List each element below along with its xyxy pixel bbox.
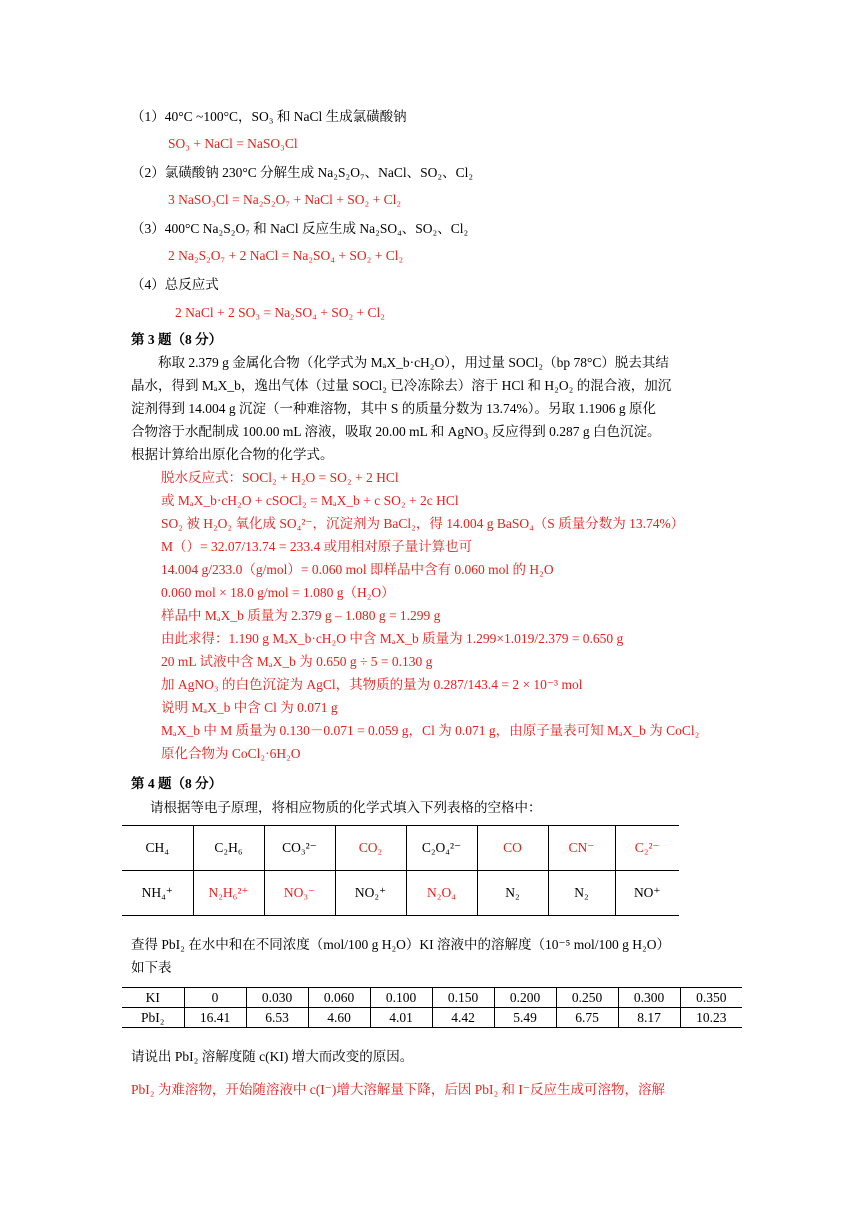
- text-line: 样品中 MₐX_b 质量为 2.379 g – 1.080 g = 1.299 g: [161, 608, 441, 623]
- section-heading: 第 4 题（8 分）: [131, 776, 223, 791]
- table-cell: C₂H₆: [193, 826, 264, 871]
- table-cell: 0.250: [556, 988, 618, 1008]
- text-line: 如下表: [131, 960, 172, 975]
- text-line: 请说出 PbI₂ 溶解度随 c(KI) 增大而改变的原因。: [131, 1049, 414, 1064]
- table-cell: 4.42: [432, 1008, 494, 1028]
- text-line: 0.060 mol × 18.0 g/mol = 1.080 g（H₂O）: [161, 585, 395, 600]
- text-line: 称取 2.379 g 金属化合物（化学式为 MₐX_b·cH₂O），用过量 SOCl₂（bp 78°C）脱去其结: [158, 355, 669, 370]
- table-cell: N₂H₆²⁺: [193, 871, 264, 916]
- text-line: 20 mL 试液中含 MₐX_b 为 0.650 g ÷ 5 = 0.130 g: [161, 654, 433, 669]
- table-cell: CO₃²⁻: [264, 826, 335, 871]
- table-cell: 0.060: [308, 988, 370, 1008]
- table-cell: 6.53: [246, 1008, 308, 1028]
- solubility-table: [122, 987, 742, 1028]
- table-cell: NO⁺: [615, 871, 679, 916]
- text-line: 原化合物为 CoCl₂·6H₂O: [161, 746, 301, 761]
- table-cell: N₂: [477, 871, 548, 916]
- table-cell: 0.350: [680, 988, 742, 1008]
- table-cell: 0.030: [246, 988, 308, 1008]
- text-line: 加 AgNO₃ 的白色沉淀为 AgCl，其物质的量为 0.287/143.4 = 2 × 10⁻³ mol: [161, 677, 583, 692]
- text-line: 脱水反应式：SOCl₂ + H₂O = SO₂ + 2 HCl: [161, 470, 399, 485]
- table-cell: N₂: [548, 871, 615, 916]
- text-line: 说明 MₐX_b 中含 Cl 为 0.071 g: [161, 700, 338, 715]
- text-line: 淀剂得到 14.004 g 沉淀（一种难溶物，其中 S 的质量分数为 13.74%）。另取 1.1906 g 原化: [131, 401, 657, 416]
- table-cell: N₂O₄: [406, 871, 477, 916]
- table-cell: 4.60: [308, 1008, 370, 1028]
- table-row: [122, 871, 679, 916]
- table-row: [122, 826, 679, 871]
- text-line: 请根据等电子原理，将相应物质的化学式填入下列表格的空格中：: [150, 800, 542, 815]
- table-cell: 16.41: [184, 1008, 246, 1028]
- text-line: 14.004 g/233.0（g/mol）= 0.060 mol 即样品中含有 0.060 mol 的 H₂O: [161, 562, 554, 577]
- text-line: 或 MₐX_b·cH₂O + cSOCl₂ = MₐX_b + c SO₂ + 2c HCl: [161, 493, 459, 508]
- table-cell: 0.200: [494, 988, 556, 1008]
- table-cell: C₂²⁻: [615, 826, 679, 871]
- table-cell: 10.23: [680, 1008, 742, 1028]
- text-line: SO₃ + NaCl = NaSO₃Cl: [168, 136, 298, 151]
- table-cell: NH₄⁺: [122, 871, 193, 916]
- text-line: 查得 PbI₂ 在水中和在不同浓度（mol/100 g H₂O）KI 溶液中的溶解度（10⁻⁵ mol/100 g H₂O）: [131, 937, 670, 952]
- table-cell: 8.17: [618, 1008, 680, 1028]
- table-cell: 0.150: [432, 988, 494, 1008]
- text-line: 根据计算给出原化合物的化学式。: [131, 447, 334, 462]
- table-cell: 0.100: [370, 988, 432, 1008]
- table-cell: CN⁻: [548, 826, 615, 871]
- text-line: （2）氯磺酸钠 230°C 分解生成 Na₂S₂O₇、NaCl、SO₂、Cl₂: [131, 165, 474, 180]
- table-cell: 4.01: [370, 1008, 432, 1028]
- table-cell: 5.49: [494, 1008, 556, 1028]
- table-cell: 0.300: [618, 988, 680, 1008]
- text-line: SO₂ 被 H₂O₂ 氧化成 SO₄²⁻，沉淀剂为 BaCl₂，得 14.004 g BaSO₄（S 质量分数为 13.74%）: [161, 516, 685, 531]
- text-line: 2 Na₂S₂O₇ + 2 NaCl = Na₂SO₄ + SO₂ + Cl₂: [168, 248, 404, 263]
- table-cell: CH₄: [122, 826, 193, 871]
- table-cell: CO: [477, 826, 548, 871]
- text-line: M（）= 32.07/13.74 = 233.4 或用相对原子量计算也可: [161, 539, 473, 554]
- table-cell: CO₂: [335, 826, 406, 871]
- table-cell: KI: [122, 988, 184, 1008]
- table-cell: 0: [184, 988, 246, 1008]
- section-heading: 第 3 题（8 分）: [131, 332, 223, 347]
- text-line: PbI₂ 为难溶物，开始随溶液中 c(I⁻)增大溶解量下降，后因 PbI₂ 和 I⁻反应生成可溶物，溶解: [131, 1082, 666, 1097]
- text-line: （4）总反应式: [131, 277, 219, 292]
- text-line: （3）400°C Na₂S₂O₇ 和 NaCl 反应生成 Na₂SO₄、SO₂、Cl₂: [131, 221, 469, 236]
- table-row: [122, 1008, 742, 1028]
- text-line: 2 NaCl + 2 SO₃ = Na₂SO₄ + SO₂ + Cl₂: [175, 305, 386, 320]
- table-cell: NO₃⁻: [264, 871, 335, 916]
- text-line: 3 NaSO₃Cl = Na₂S₂O₇ + NaCl + SO₂ + Cl₂: [168, 192, 402, 207]
- text-line: （1）40°C ~100°C，SO₃ 和 NaCl 生成氯磺酸钠: [131, 109, 407, 124]
- text-line: 合物溶于水配制成 100.00 mL 溶液，吸取 20.00 mL 和 AgNO₃ 反应得到 0.287 g 白色沉淀。: [131, 424, 661, 439]
- table-row: [122, 988, 742, 1008]
- isoelectronic-table: [122, 825, 679, 916]
- text-line: MₐX_b 中 M 质量为 0.130－0.071 = 0.059 g，Cl 为 0.071 g，由原子量表可知 MₐX_b 为 CoCl₂: [161, 723, 700, 738]
- text-line: 晶水，得到 MₐX_b，逸出气体（过量 SOCl₂ 已冷冻除去）溶于 HCl 和 H₂O₂ 的混合液，加沉: [131, 378, 672, 393]
- table-cell: 6.75: [556, 1008, 618, 1028]
- table-cell: C₂O₄²⁻: [406, 826, 477, 871]
- text-line: 由此求得：1.190 g MₐX_b·cH₂O 中含 MₐX_b 质量为 1.299×1.019/2.379 = 0.650 g: [161, 631, 624, 646]
- table-cell: NO₂⁺: [335, 871, 406, 916]
- table-cell: PbI₂: [122, 1008, 184, 1028]
